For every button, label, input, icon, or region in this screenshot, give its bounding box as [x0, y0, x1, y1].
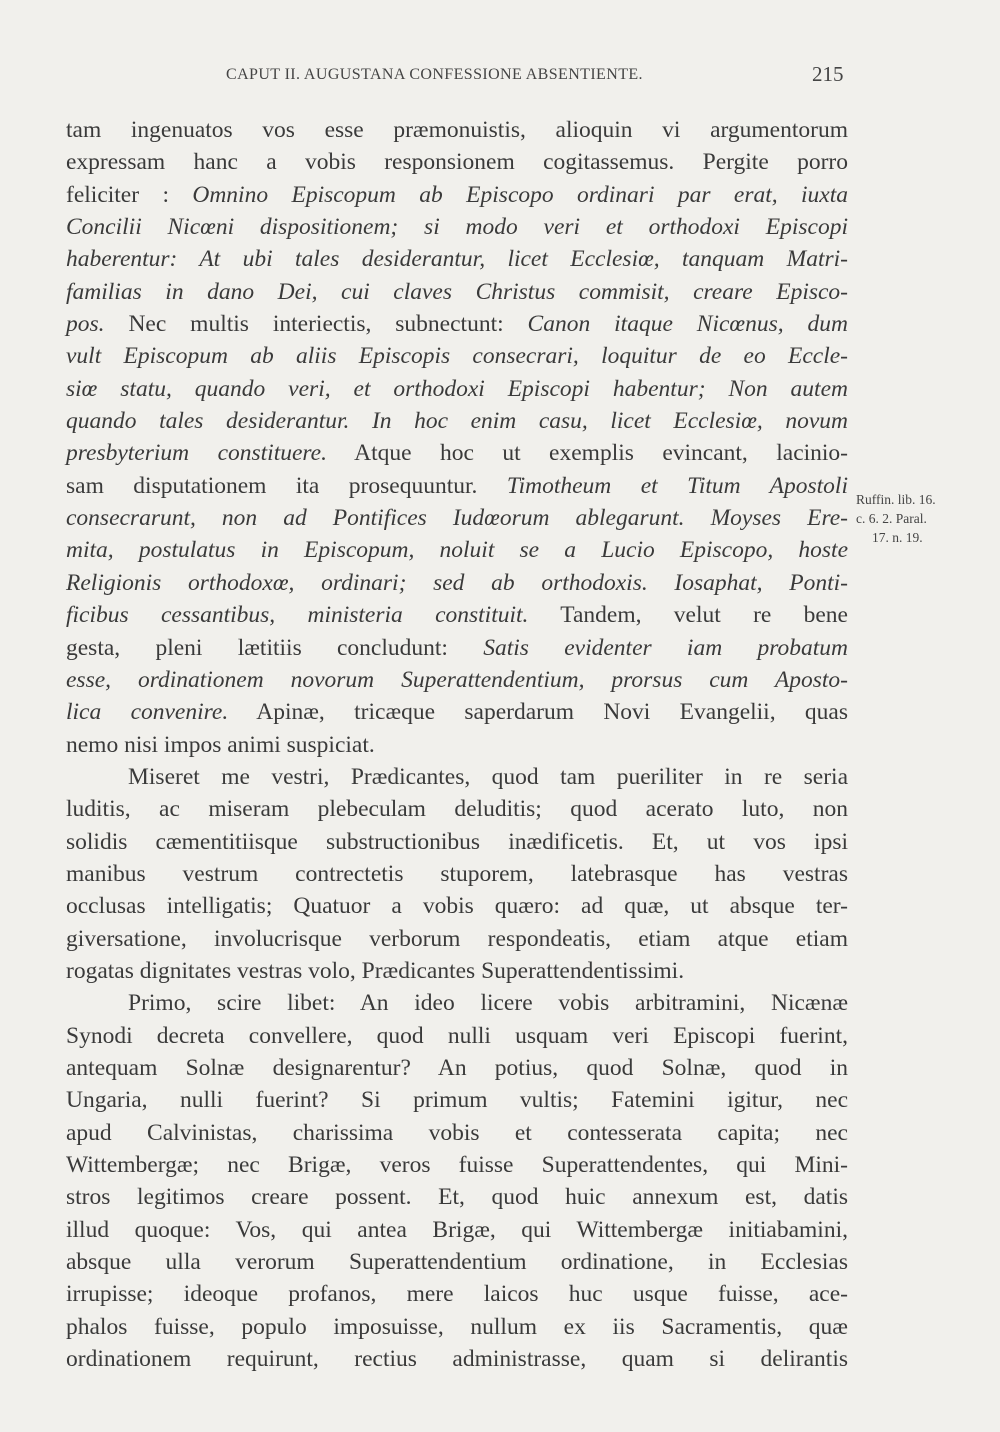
text-line — [66, 1246, 848, 1278]
running-head: CAPUT II. AUGUSTANA CONFESSIONE ABSENTIENTE. — [226, 66, 643, 83]
text-line — [66, 1278, 848, 1310]
text-line — [66, 567, 848, 599]
text-segment: giversatione, involucrisque verborum respondeatis, etiam atque etiam — [66, 925, 848, 952]
text-segment: manibus vestrum contrectetis stuporem, latebrasque has vestras — [66, 860, 848, 887]
italic-quote-segment: consecrarunt, non ad Pontifices Iudœorum ablegarunt. Moyses Ere- — [66, 505, 848, 532]
text-line — [66, 761, 848, 793]
italic-quote-segment: Canon itaque Nicœnus, dum — [527, 311, 848, 338]
text-line — [66, 1149, 848, 1181]
text-segment: illud quoque: Vos, qui antea Brigæ, qui Wittembergæ initiabamini, — [66, 1216, 848, 1243]
text-segment: Nec multis interiectis, subnectunt: — [104, 311, 528, 338]
text-segment: expressam hanc a vobis responsionem cogitassemus. Pergite porro — [66, 149, 848, 176]
text-segment: phalos fuisse, populo imposuisse, nullum ex iis Sacramentis, quæ — [66, 1313, 848, 1340]
italic-quote-segment: siœ statu, quando veri, et orthodoxi Episcopi habentur; Non autem — [66, 375, 848, 402]
text-line — [66, 502, 848, 534]
text-segment: Primo, scire libet: An ideo licere vobis arbitramini, Nicænæ — [128, 990, 848, 1017]
marginal-note — [856, 490, 966, 547]
text-line — [66, 955, 848, 987]
marginal-note-line: Ruffin. lib. 16. — [856, 492, 936, 507]
italic-quote-segment: quando tales desiderantur. In hoc enim casu, licet Ecclesiœ, novum — [66, 408, 848, 435]
text-line — [66, 1343, 848, 1375]
italic-quote-segment: familias in dano Dei, cui claves Christus commisit, creare Episco- — [66, 278, 848, 305]
text-segment: rogatas dignitates vestras volo, Prædicantes Superattendentissimi. — [66, 957, 685, 984]
text-line — [66, 1181, 848, 1213]
text-segment: absque ulla verorum Superattendentium ordinatione, in Ecclesias — [66, 1249, 848, 1276]
text-segment: occlusas intelligatis; Quatuor a vobis quæro: ad quæ, ut absque ter- — [66, 893, 848, 920]
italic-quote-segment: Concilii Nicœni dispositionem; si modo veri et orthodoxi Episcopi — [66, 214, 848, 241]
text-line — [66, 826, 848, 858]
text-line — [66, 470, 848, 502]
text-line — [66, 890, 848, 922]
text-segment: sam disputationem ita prosequuntur. — [66, 472, 507, 499]
marginal-note-line: c. 6. 2. Paral. — [856, 511, 927, 526]
text-line — [66, 793, 848, 825]
text-segment: gesta, pleni lætitiis concludunt: — [66, 634, 484, 661]
text-segment: Apinæ, tricæque saperdarum Novi Evangelii, quas — [228, 699, 848, 726]
text-line — [66, 858, 848, 890]
italic-quote-segment: Religionis orthodoxœ, ordinari; sed ab orthodoxis. Iosaphat, Ponti- — [66, 569, 848, 596]
text-line — [66, 211, 848, 243]
italic-quote-segment: presbyterium constituere. — [66, 440, 327, 467]
text-line — [66, 340, 848, 372]
body-text — [66, 114, 848, 1375]
italic-quote-segment: vult Episcopum ab aliis Episcopis consecrari, loquitur de eo Eccle- — [66, 343, 848, 370]
text-line — [66, 146, 848, 178]
text-line — [66, 534, 848, 566]
text-line — [66, 729, 848, 761]
text-line — [66, 405, 848, 437]
text-line — [66, 664, 848, 696]
text-line — [66, 1117, 848, 1149]
italic-quote-segment: esse, ordinationem novorum Superattendentium, prorsus cum Aposto- — [66, 666, 848, 693]
text-segment: stros legitimos creare possent. Et, quod huic annexum est, datis — [66, 1184, 848, 1211]
text-line — [66, 437, 848, 469]
text-segment: nemo nisi impos animi suspiciat. — [66, 731, 375, 758]
italic-quote-segment: Timotheum et Titum Apostoli — [506, 472, 848, 499]
text-line — [66, 114, 848, 146]
text-line — [66, 1084, 848, 1116]
italic-quote-segment: pos. — [66, 311, 105, 338]
italic-quote-segment: Satis evidenter iam probatum — [483, 634, 848, 661]
text-line — [66, 373, 848, 405]
text-line — [66, 179, 848, 211]
text-segment: antequam Solnæ designarentur? An potius, quod Solnæ, quod in — [66, 1054, 848, 1081]
text-line — [66, 696, 848, 728]
italic-quote-segment: lica convenire. — [66, 699, 229, 726]
page-number: 215 — [812, 62, 844, 86]
text-line — [66, 632, 848, 664]
text-line — [66, 987, 848, 1019]
text-line — [66, 599, 848, 631]
text-segment: Atque hoc ut exemplis evincant, lacinio- — [327, 440, 849, 467]
text-line — [66, 308, 848, 340]
text-segment: Synodi decreta convellere, quod nulli usquam veri Episcopi fuerint, — [66, 1022, 848, 1049]
italic-quote-segment: Omnino Episcopum ab Episcopo ordinari par erat, iuxta — [192, 181, 848, 208]
text-line — [66, 276, 848, 308]
italic-quote-segment: mita, postulatus in Episcopum, noluit se a Lucio Episcopo, hoste — [66, 537, 848, 564]
italic-quote-segment: haberentur: At ubi tales desiderantur, licet Ecclesiœ, tanquam Matri- — [66, 246, 848, 273]
text-line — [66, 923, 848, 955]
marginal-note-line: 17. n. 19. — [872, 530, 923, 545]
text-line — [66, 243, 848, 275]
text-segment: Ungaria, nulli fuerint? Si primum vultis; Fatemini igitur, nec — [66, 1087, 848, 1114]
text-segment: tam ingenuatos vos esse præmonuistis, alioquin vi argumentorum — [66, 117, 848, 143]
text-segment: apud Calvinistas, charissima vobis et contesserata capita; nec — [66, 1119, 848, 1146]
text-segment: ordinationem requirunt, rectius administrasse, quam si delirantis — [66, 1346, 848, 1373]
text-line — [66, 1311, 848, 1343]
text-segment: solidis cæmentitiisque substructionibus inædificetis. Et, ut vos ipsi — [66, 828, 848, 855]
text-line — [66, 1214, 848, 1246]
text-segment: Miseret me vestri, Prædicantes, quod tam pueriliter in re seria — [128, 763, 848, 790]
text-segment: luditis, ac miseram plebeculam deluditis; quod acerato luto, non — [66, 796, 848, 823]
text-segment: irrupisse; ideoque profanos, mere laicos huc usque fuisse, ace- — [66, 1281, 848, 1308]
italic-quote-segment: ficibus cessantibus, ministeria constituit. — [66, 602, 529, 629]
text-line — [66, 1020, 848, 1052]
text-segment: Tandem, velut re bene — [528, 602, 848, 629]
text-segment: feliciter : — [66, 181, 193, 208]
text-line — [66, 1052, 848, 1084]
text-segment: Wittembergæ; nec Brigæ, veros fuisse Superattendentes, qui Mini- — [66, 1152, 848, 1178]
